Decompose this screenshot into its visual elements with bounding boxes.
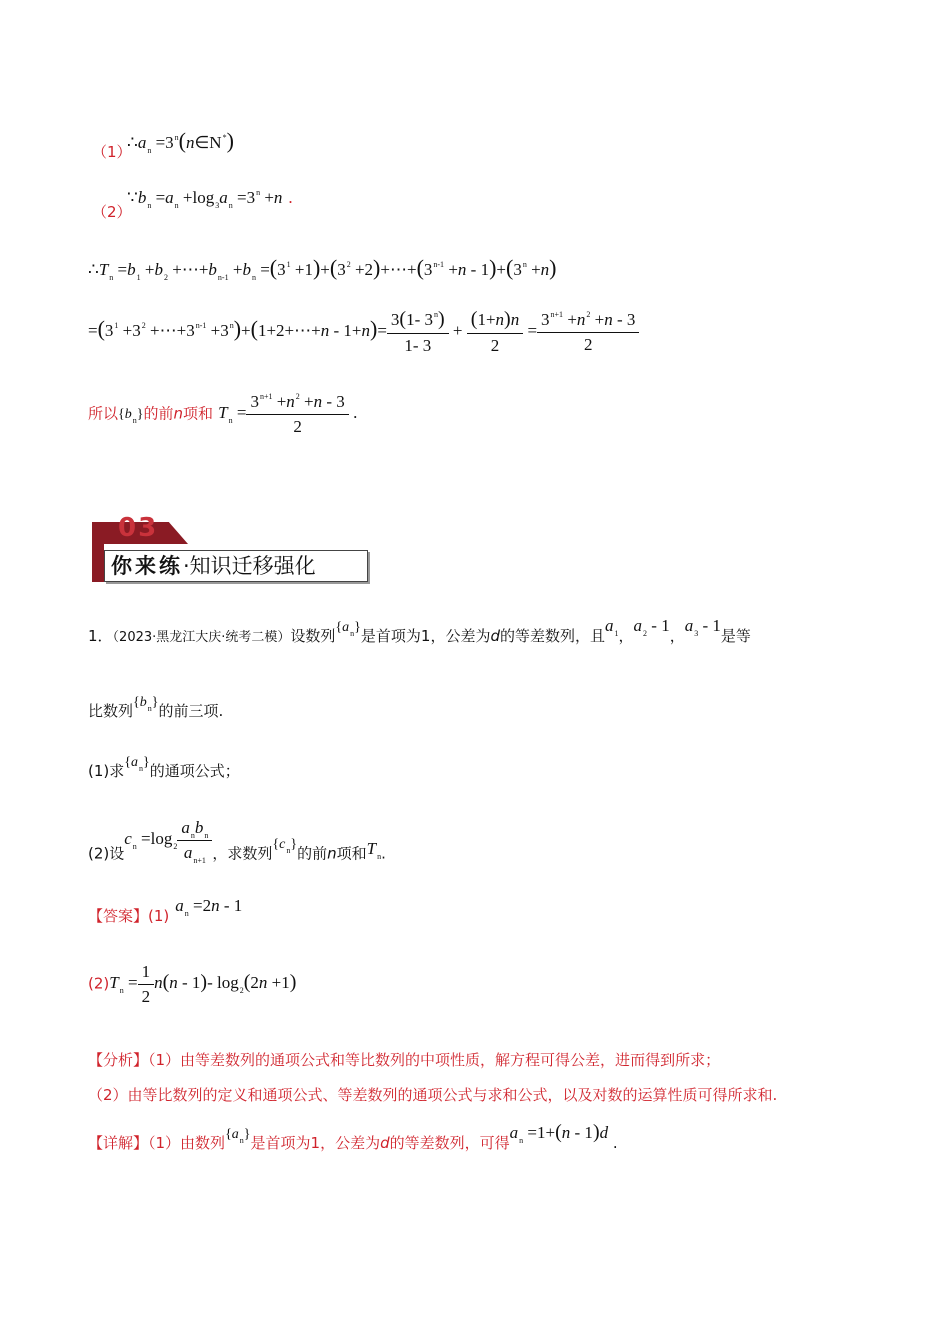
- q1-a: (1)求: [88, 762, 125, 780]
- detail-line1: 【详解】（1）由数列$\{a_n\}$是首项为1，公差为d的等差数列，可得$a_n =1+(n - 1)d$ .: [88, 1121, 618, 1152]
- q2-e: .: [381, 844, 386, 863]
- section-title-bold: 你来练: [111, 554, 183, 578]
- summary-line: [88, 392, 357, 437]
- answer-line1: [88, 896, 243, 926]
- bn-set-2: $\{b_n\}$: [133, 695, 159, 713]
- question-1: [88, 755, 240, 781]
- detail-b: 是首项为: [250, 1134, 311, 1152]
- answer-label: 【答案】: [88, 907, 149, 925]
- q2-c: 的前: [297, 844, 328, 863]
- answer-line2: [88, 962, 296, 1007]
- analysis-text-1: （1）由等差数列的通项公式和等比数列的中项性质，解方程可得公差，进而得到所求；: [148, 1051, 721, 1069]
- section-title: [104, 550, 368, 582]
- analysis-line1: [88, 1049, 720, 1070]
- a2-term: $a_2 - 1$: [633, 616, 670, 638]
- bn-set: $\{b_n\}$: [118, 407, 144, 426]
- section-banner: [92, 513, 362, 584]
- answer-part2: (2): [88, 974, 110, 993]
- detail-c: ，公差为: [320, 1134, 381, 1152]
- detail-label: 【详解】: [88, 1134, 149, 1152]
- problem-intro-b: 是首项为: [360, 627, 421, 645]
- summary-suffix: 项和: [183, 404, 214, 423]
- analysis-text-2: （2）由等比数列的定义和通项公式、等差数列的通项公式与求和公式，以及对数的运算性质可得所求和.: [88, 1086, 778, 1104]
- summary-middle: 的前: [143, 404, 174, 423]
- comma-2: ，: [669, 627, 685, 645]
- problem-intro-e: 是等: [720, 627, 751, 645]
- an-set: $\{a_n\}$: [335, 620, 361, 638]
- a3-term: $a_3 - 1$: [684, 616, 721, 638]
- answer-part1: (1): [148, 907, 170, 925]
- formula-an: $\therefore a_n$ $=3^n(n\in N^*)$: [127, 128, 234, 155]
- an-set-3: $\{a_n\}$: [225, 1127, 251, 1145]
- problem-line1: [88, 616, 751, 646]
- formula-bn: $\because b_n =a_n +\log_3a_n =3^n +n$ .: [127, 188, 293, 210]
- problem-intro-c: ，公差为: [430, 627, 491, 645]
- answer-tn-formula: $T_n$ = $\frac{1}{2}$ n(n - 1)- $\log_2(2n +1)$: [109, 962, 297, 1006]
- q1-b: 的通项公式；: [149, 762, 240, 780]
- line2-a: 比数列: [88, 702, 134, 720]
- part2-label: （2）: [92, 203, 132, 221]
- analysis-line2: [88, 1084, 777, 1105]
- summary-n: n: [173, 404, 184, 423]
- formula-tn-sum: $=(3^1 +3^2$ $+\cdots+3^{n-1}$ $+3^n)+(1+2+\cdots+n - 1+n)=$ $\frac{3(1- 3^n)}{1- 3}$ + $\frac{(1+n)n}{2}$ = $\frac{3^{n+1} +n^2 +n - 3}{2}$: [88, 308, 639, 356]
- cn-set: $\{c_n\}$: [272, 837, 298, 856]
- d-variable: d: [490, 627, 500, 645]
- problem-intro-a: 设数列: [290, 627, 336, 645]
- detail-d: d: [380, 1134, 390, 1152]
- summary-prefix: 所以: [88, 404, 119, 423]
- problem-source: （2023·黑龙江大庆·统考二模）: [112, 630, 291, 645]
- detail-a: （1）由数列: [148, 1134, 226, 1152]
- question-2: [88, 818, 386, 877]
- one-value: 1: [420, 627, 431, 645]
- tn-term: $T_n$: [366, 839, 382, 862]
- problem-number: 1．: [88, 627, 113, 645]
- section-number: 03: [118, 513, 159, 543]
- answer-an-formula: $a_n =2n - 1$: [175, 896, 243, 918]
- line2-b: 的前三项.: [158, 702, 224, 720]
- q2-b: ，求数列: [212, 844, 273, 863]
- q2-n: n: [327, 844, 337, 863]
- analysis-label: 【分析】: [88, 1051, 149, 1069]
- formula-tn-expand: $\therefore T_n =b_1 +b_2$ $+\cdots+b_{n-1} +b_n =(3^1 +1)+(3^2$ $+2)+\cdots+(3^{n-1} +n - 1)+(3^n +n)$: [88, 255, 557, 282]
- problem-line2: [88, 695, 224, 721]
- banner-bar: [92, 544, 104, 582]
- detail-an-formula: $a_n =1+(n - 1)d$: [509, 1121, 609, 1145]
- summary-formula: $T_n$ = $\frac{3^{n+1} +n^2 +n - 3}{2}$ .: [218, 392, 358, 436]
- problem-intro-d: 的等差数列，且: [500, 627, 606, 645]
- a1-term: $a_1$: [605, 616, 619, 638]
- detail-e: 的等差数列，可得: [389, 1134, 510, 1152]
- q2-d: 项和: [336, 844, 367, 863]
- detail-one: 1: [310, 1134, 321, 1152]
- part1-label: （1）: [92, 143, 132, 161]
- cn-formula: $c_n =\log_2$ $\frac{a_nb_n}{a_{n+1}}$: [124, 829, 212, 848]
- section-title-rest: ·知识迁移强化: [183, 554, 316, 578]
- an-set-2: $\{a_n\}$: [124, 755, 150, 773]
- comma-1: ，: [618, 627, 634, 645]
- q2-a: (2)设: [88, 844, 125, 863]
